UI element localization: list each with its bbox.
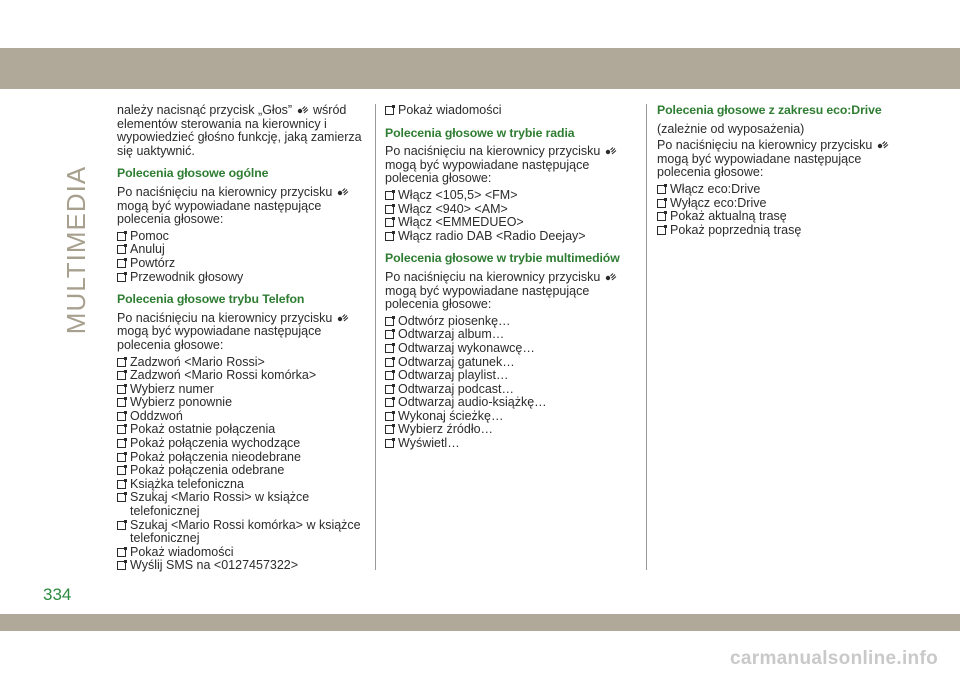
voice-command-icon [337,186,349,197]
command-item: Wyślij SMS na <0127457322> [117,559,362,573]
command-item: Włącz eco:Drive [657,183,902,197]
column-1 [117,104,362,573]
section-heading: Polecenia głosowe w trybie radia [385,125,575,140]
command-item: Powtórz [117,257,362,271]
column-divider [375,104,376,570]
command-item: Zadzwoń <Mario Rossi komórka> [117,369,362,383]
voice-command-icon [877,139,889,150]
checkbox-bullet-icon [117,493,126,502]
command-item: Pomoc [117,230,362,244]
section-intro: Po naciśnięciu na kierownicy przycisku mogą być wypowiadane następujące polecenia głosowe: [117,186,362,227]
voice-command-icon [337,312,349,323]
voice-command-icon [605,145,617,156]
checkbox-bullet-icon [117,439,126,448]
checkbox-bullet-icon [657,226,666,235]
checkbox-bullet-icon [385,344,394,353]
column-3 [657,104,902,237]
command-item: Włącz <105,5> <FM> [385,189,630,203]
section-intro: Po naciśnięciu na kierownicy przycisku mogą być wypowiadane następujące polecenia głosowe: [385,271,630,312]
command-item: Odtwarzaj wykonawcę… [385,342,630,356]
checkbox-bullet-icon [117,548,126,557]
checkbox-bullet-icon [385,330,394,339]
section-radio [385,127,630,244]
section-intro: Po naciśnięciu na kierownicy przycisku mogą być wypowiadane następujące polecenia głosowe: [117,312,362,353]
command-list [117,356,362,574]
checkbox-bullet-icon [385,205,394,214]
checkbox-bullet-icon [117,398,126,407]
section-phone [117,293,362,573]
checkbox-bullet-icon [385,191,394,200]
section-intro: Po naciśnięciu na kierownicy przycisku mogą być wypowiadane następujące polecenia głosowe: [385,145,630,186]
command-list [117,230,362,284]
command-item: Odtwarzaj gatunek… [385,356,630,370]
command-list [657,183,902,237]
page-number: 334 [43,585,72,604]
checkbox-bullet-icon [385,317,394,326]
checkbox-bullet-icon [385,358,394,367]
checkbox-bullet-icon [117,466,126,475]
section-side-label: MULTIMEDIA [61,165,91,335]
footer-band [0,614,960,631]
intro-paragraph: należy nacisnąć przycisk „Głos” wśród elementów sterowania na kierownicy i wypowiedzieć głośno funkcję, jaką zamierza się uaktywnić. [117,103,362,158]
checkbox-bullet-icon [385,439,394,448]
command-item: Książka telefoniczna [117,478,362,492]
command-item: Wyłącz eco:Drive [657,197,902,211]
command-item: Przewodnik głosowy [117,271,362,285]
checkbox-bullet-icon [657,199,666,208]
checkbox-bullet-icon [117,259,126,268]
command-item: Pokaż połączenia nieodebrane [117,451,362,465]
checkbox-bullet-icon [117,245,126,254]
checkbox-bullet-icon [385,106,394,115]
command-item: Pokaż wiadomości [117,546,362,560]
command-item: Włącz radio DAB <Radio Deejay> [385,230,630,244]
command-item: Pokaż połączenia wychodzące [117,437,362,451]
command-item: Zadzwoń <Mario Rossi> [117,356,362,370]
command-item: Wyświetl… [385,437,630,451]
checkbox-bullet-icon [117,385,126,394]
command-list [385,104,630,118]
section-intro: Po naciśnięciu na kierownicy przycisku mogą być wypowiadane następujące polecenia głosowe: [657,139,902,180]
checkbox-bullet-icon [657,185,666,194]
command-item: Anuluj [117,243,362,257]
watermark: carmanualsonline.info [730,648,938,669]
voice-command-icon [297,104,309,115]
checkbox-bullet-icon [117,480,126,489]
checkbox-bullet-icon [385,398,394,407]
header-band [0,48,960,89]
checkbox-bullet-icon [117,232,126,241]
checkbox-bullet-icon [385,371,394,380]
checkbox-bullet-icon [657,212,666,221]
command-item: Włącz <940> <AM> [385,203,630,217]
column-2 [385,104,630,451]
checkbox-bullet-icon [385,425,394,434]
command-item: Pokaż ostatnie połączenia [117,423,362,437]
command-item: Wybierz źródło… [385,423,630,437]
checkbox-bullet-icon [117,453,126,462]
column-divider [646,104,647,570]
command-list [385,189,630,243]
section-general [117,167,362,284]
command-item: Oddzwoń [117,410,362,424]
checkbox-bullet-icon [385,218,394,227]
checkbox-bullet-icon [117,412,126,421]
command-item: Odtwórz piosenkę… [385,315,630,329]
section-multimedia [385,252,630,450]
checkbox-bullet-icon [117,561,126,570]
command-item: Pokaż wiadomości [385,104,630,118]
command-item: Wykonaj ścieżkę… [385,410,630,424]
checkbox-bullet-icon [385,232,394,241]
voice-command-icon [605,271,617,282]
command-item: Wybierz ponownie [117,396,362,410]
command-list [385,315,630,451]
command-item: Odtwarzaj audio-książkę… [385,396,630,410]
command-item: Pokaż połączenia odebrane [117,464,362,478]
checkbox-bullet-icon [117,371,126,380]
command-item: Wybierz numer [117,383,362,397]
section-heading: Polecenia głosowe trybu Telefon [117,292,305,307]
section-heading: Polecenia głosowe w trybie multimediów [385,251,620,266]
command-item: Odtwarzaj album… [385,328,630,342]
command-item: Odtwarzaj podcast… [385,383,630,397]
checkbox-bullet-icon [117,273,126,282]
checkbox-bullet-icon [117,521,126,530]
checkbox-bullet-icon [385,385,394,394]
section-note: (zależnie od wyposażenia) [657,121,805,136]
command-item: Pokaż aktualną trasę [657,210,902,224]
checkbox-bullet-icon [385,412,394,421]
checkbox-bullet-icon [117,425,126,434]
checkbox-bullet-icon [117,358,126,367]
command-item: Szukaj <Mario Rossi> w książce telefonicznej [117,491,362,518]
command-item: Odtwarzaj playlist… [385,369,630,383]
section-heading: Polecenia głosowe ogólne [117,166,269,181]
command-item: Szukaj <Mario Rossi komórka> w książce telefonicznej [117,519,362,546]
command-item: Pokaż poprzednią trasę [657,224,902,238]
command-item: Włącz <EMMEDUEO> [385,216,630,230]
section-heading: Polecenia głosowe z zakresu eco:Drive [657,103,882,117]
